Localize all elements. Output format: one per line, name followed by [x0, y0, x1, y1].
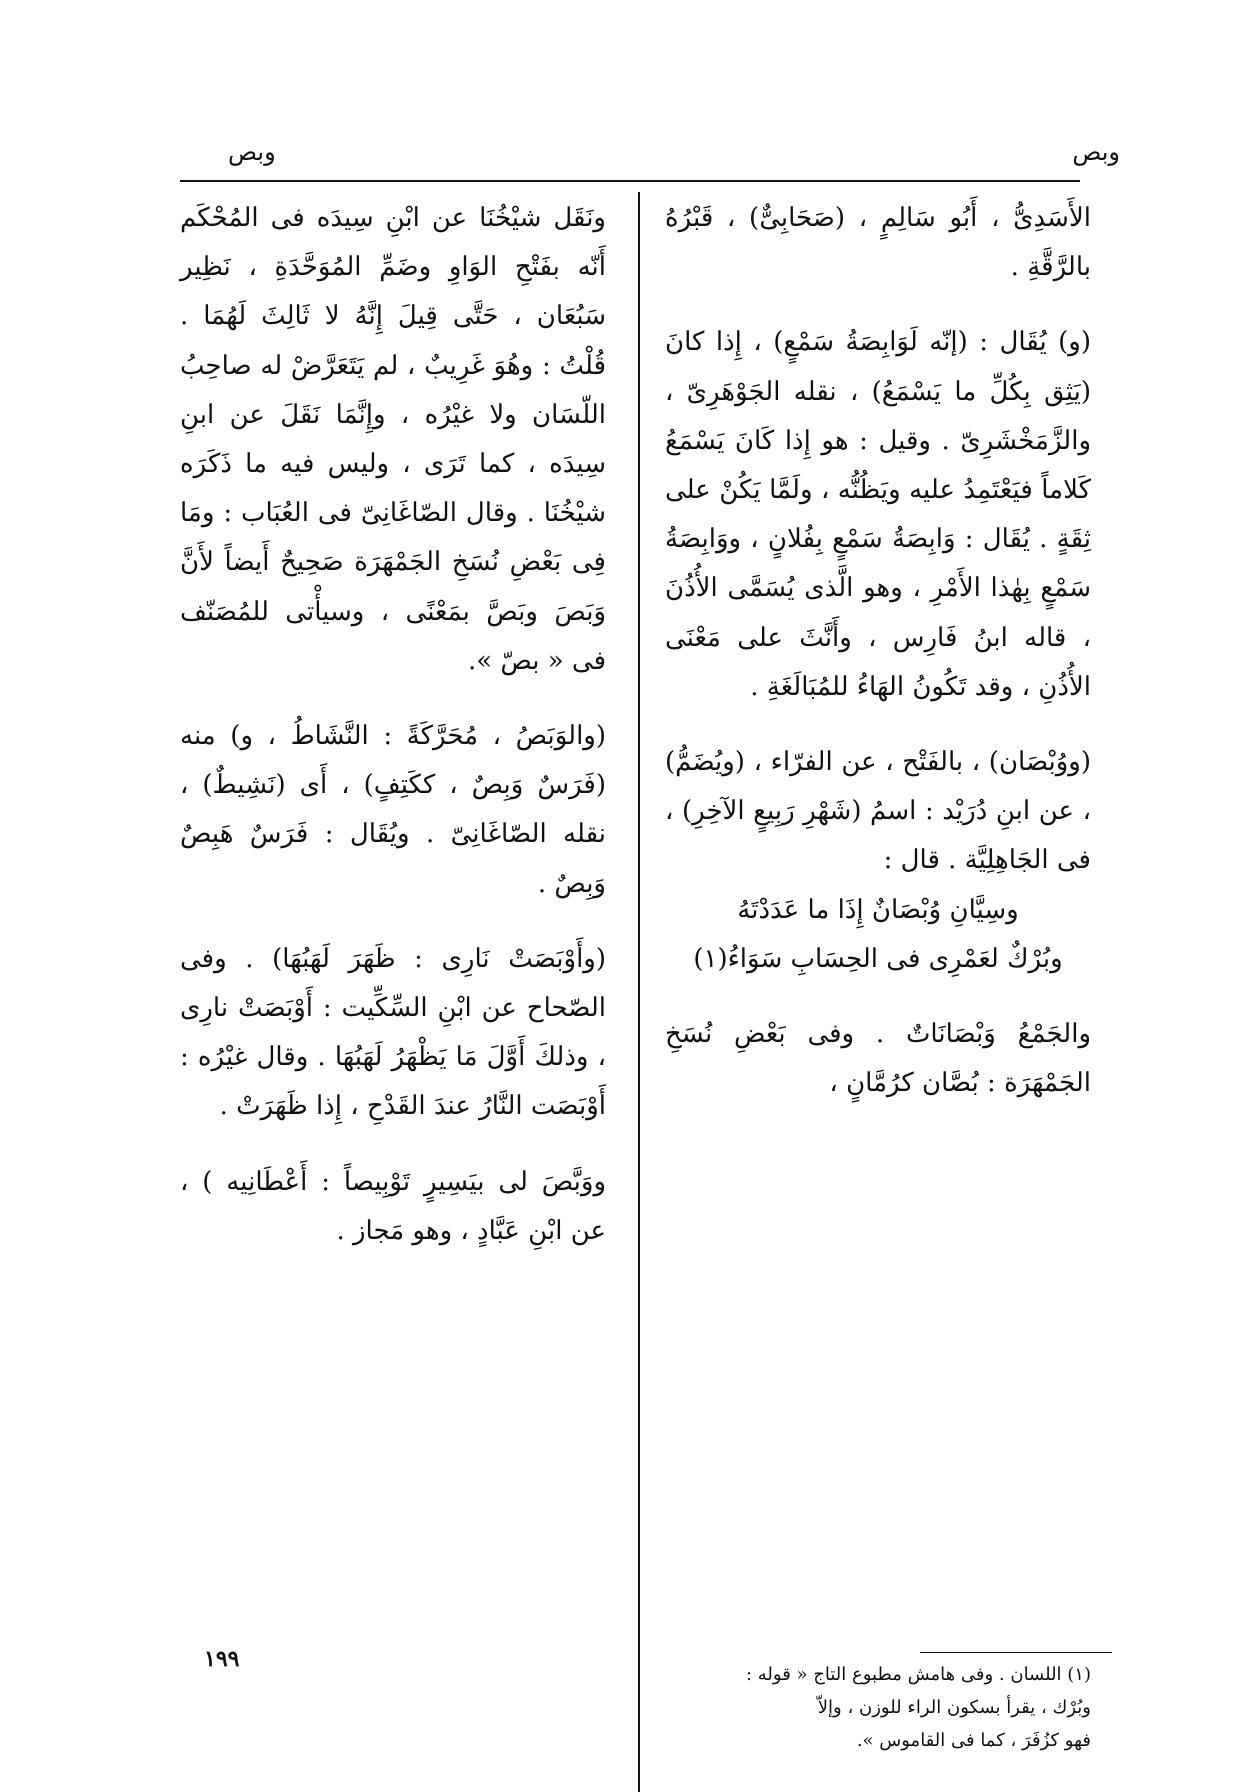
- header-rule: [180, 180, 1080, 182]
- left-column: [180, 194, 606, 1256]
- right-column: [665, 194, 1091, 1108]
- entry-paragraph: (ووُبْصَان) ، بالفَتْح ، عن الفرّاء ، (ويُضَمُّ) ، عن ابنِ دُرَيْد : اسمُ (شَهْرِ رَبِيعٍ الآخِرِ) ، فى الجَاهِلِيَّة . قال :: [665, 747, 1091, 876]
- footnote-line: (١) اللسان . وفى هامش مطبوع التاج « قوله :: [745, 1664, 1091, 1685]
- verse-line: وسِيَّانِ وُبْصَانٌ إِذَا ما عَدَدْتَهُ: [737, 894, 1019, 925]
- footnote: [665, 1658, 1091, 1757]
- footnote-line: فهو كزُفَرَ ، كما فى القاموس ».: [856, 1730, 1091, 1751]
- entry-paragraph: الأَسَدِىُّ ، أَبُو سَالِمٍ ، (صَحَابِىٌّ) ، قَبْرُهُ بالرَّقَّةِ .: [665, 203, 1091, 283]
- entry-paragraph: (و) يُقَال : (إنّه لَوَابِصَةُ سَمْعٍ) ، إِذا كانَ (يَثِق بِكُلِّ ما يَسْمَعُ) ، نقله الجَوْهَرِىّ ، والزَّمَخْشَرِىّ . وقيل : هو إِذا كَانَ يَسْمَعُ كَلاماً فيَعْتَمِدُ عليه ويَظُنُّه ، ولَمَّا يَكُنْ على ثِقَةٍ . يُقَال : وَابِصَةُ سَمْعٍ بِفُلانٍ ، ووَابِصَةُ سَمْعٍ بِهٰذا الأَمْرِ ، وهو الَّذى يُسَمَّى الأُذُنَ ، قاله ابنُ فَارِس ، وأَنَّثَ على مَعْنَى الأُذُنِ ، وقد تَكُونُ الهَاءُ للمُبَالَغَةِ .: [665, 327, 1091, 702]
- column-divider: [638, 192, 640, 1792]
- footnote-rule: [920, 1652, 1112, 1653]
- entry-paragraph: والجَمْعُ وَبْصَانَاتٌ . وفى بَعْضِ نُسَخِ الجَمْهَرَة : بُصَّان كرُمَّانٍ ،: [665, 1019, 1091, 1099]
- entry-paragraph: (والوَبَصُ ، مُحَرَّكَةً : النَّشَاطُ ، و) منه (فَرَسٌ وَبِصٌ ، ككَتِفٍ) ، أَى (نَشِيطٌ) ، نقله الصّاغَانِىّ . ويُقَال : فَرَسٌ هَبِصٌ وَبِصٌ .: [180, 721, 606, 899]
- verse-line: وبُرْكٌ لعَمْرِى فى الحِسَابِ سَوَاءُ(١): [693, 943, 1063, 974]
- page-number: ١٩٩: [204, 1646, 240, 1672]
- running-head-left: وبص: [228, 138, 276, 166]
- footnote-line: وبُرْك ، يقرأ بسكون الراء للوزن ، وإلاّ: [817, 1697, 1091, 1718]
- running-head-right: وبص: [1072, 138, 1120, 166]
- entry-paragraph: (وأَوْبَصَتْ نَارِى : ظَهَرَ لَهَبُهَا) . وفى الصّحاح عن ابْنِ السِّكِّيت : أَوْبَصَتْ نارِى ، وذلكَ أَوَّلَ مَا يَظْهَرُ لَهَبُهَا . وقال غيْرُه : أَوْبَصَت النَّارُ عندَ القَدْحِ ، إِذا ظَهَرَتْ .: [180, 943, 606, 1122]
- entry-paragraph: ونَقَل شيْخُنَا عن ابْنِ سِيدَه فى المُحْكَم أَنّه بفَتْحِ الوَاوِ وضَمِّ المُوَحَّدَةِ ، نَظِير سَبُعَان ، حَتَّى قِيلَ إِنَّهُ لا ثَالِثَ لَهُمَا . قُلْتُ : وهُوَ غَرِيبٌ ، لم يَتَعَرَّضْ له صاحِبُ اللّسَان ولا غيْرُه ، وإِنَّمَا نَقَلَ عن ابنِ سِيدَه ، كما تَرَى ، وليس فيه ما ذَكَرَه شيْخُنَا . وقال الصّاغَانِىّ فى العُبَاب : ومَا فِى بَعْضِ نُسَخِ الجَمْهَرَة صَحِيحٌ أَيضاً لأَنَّ وَبَصَ وبَصَّ بمَعْنًى ، وسيأْتى للمُصَنّف فى « بصّ ».: [180, 203, 606, 676]
- entry-paragraph: ووَبَّصَ لى بيَسِيرٍ تَوْبِيصاً : أَعْطَانِيه ) ، عن ابْنِ عَبَّادٍ ، وهو مَجاز .: [180, 1166, 606, 1246]
